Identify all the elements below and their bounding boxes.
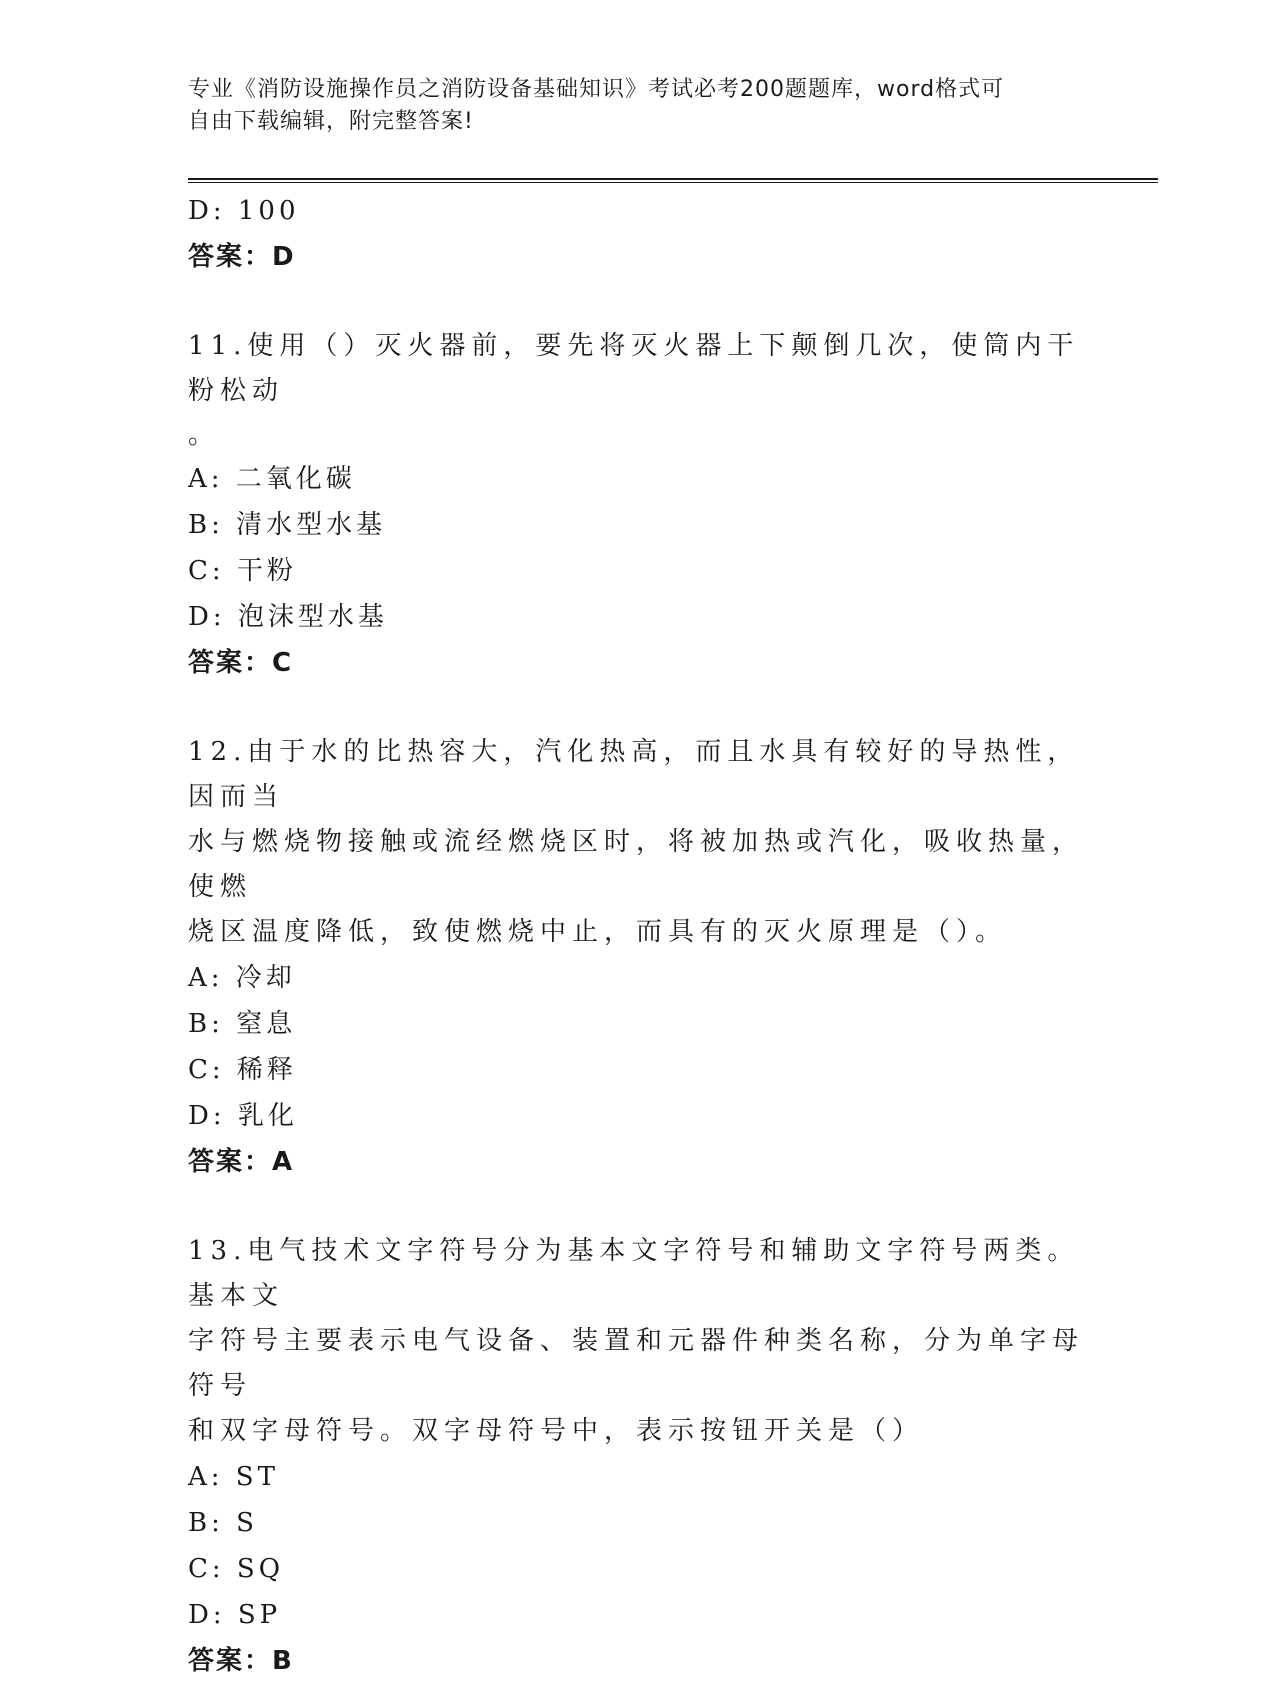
answer-line: 答案：D (188, 242, 296, 272)
answer-line: 答案：A (188, 1147, 295, 1177)
page-header (188, 74, 1068, 138)
header-line-1: 专业《消防设施操作员之消防设备基础知识》考试必考200题题库，word格式可 (188, 77, 1005, 102)
question-text-line: 13.电气技术文字符号分为基本文字符号和辅助文字符号两类。基本文 (188, 1236, 1080, 1311)
option-a: A: 二氧化碳 (188, 464, 356, 494)
question-text: 11.使用（）灭火器前，要先将灭火器上下颠倒几次，使筒内干粉松动 (188, 331, 1080, 406)
question-text-line: 12.由于水的比热容大，汽化热高，而且水具有较好的导热性，因而当 (188, 737, 1080, 812)
question-text-line: 字符号主要表示电气设备、装置和元器件种类名称，分为单字母符号 (188, 1326, 1085, 1401)
option-d: D: 100 (188, 196, 300, 226)
question-13 (188, 1229, 1088, 1684)
answer-line: 答案：B (188, 1646, 294, 1676)
option-c: C: 稀释 (188, 1055, 297, 1085)
option-b: B: S (188, 1508, 258, 1538)
question-text-line: 和双字母符号。双字母符号中，表示按钮开关是（） (188, 1416, 925, 1446)
option-b: B: 清水型水基 (188, 510, 387, 540)
header-divider (188, 178, 1158, 180)
header-divider-thin (188, 182, 1158, 183)
option-b: B: 窒息 (188, 1009, 297, 1039)
header-line-2: 自由下载编辑，附完整答案! (188, 109, 474, 134)
question-list (188, 188, 1088, 1684)
option-a: A: 冷却 (188, 963, 296, 993)
question-text-line: 烧区温度降低，致使燃烧中止，而具有的灭火原理是（）。 (188, 917, 1008, 947)
answer-line: 答案：C (188, 648, 294, 678)
previous-question-tail (188, 188, 1088, 280)
question-text-tail: 。 (188, 420, 215, 450)
option-d: D: 泡沫型水基 (188, 602, 388, 632)
option-d: D: SP (188, 1600, 282, 1630)
question-text-line: 水与燃烧物接触或流经燃烧区时，将被加热或汽化，吸收热量，使燃 (188, 827, 1085, 902)
option-a: A: ST (188, 1462, 279, 1492)
option-d: D: 乳化 (188, 1101, 298, 1131)
question-11 (188, 324, 1088, 686)
option-c: C: SQ (188, 1554, 285, 1584)
question-12 (188, 730, 1088, 1185)
option-c: C: 干粉 (188, 556, 297, 586)
